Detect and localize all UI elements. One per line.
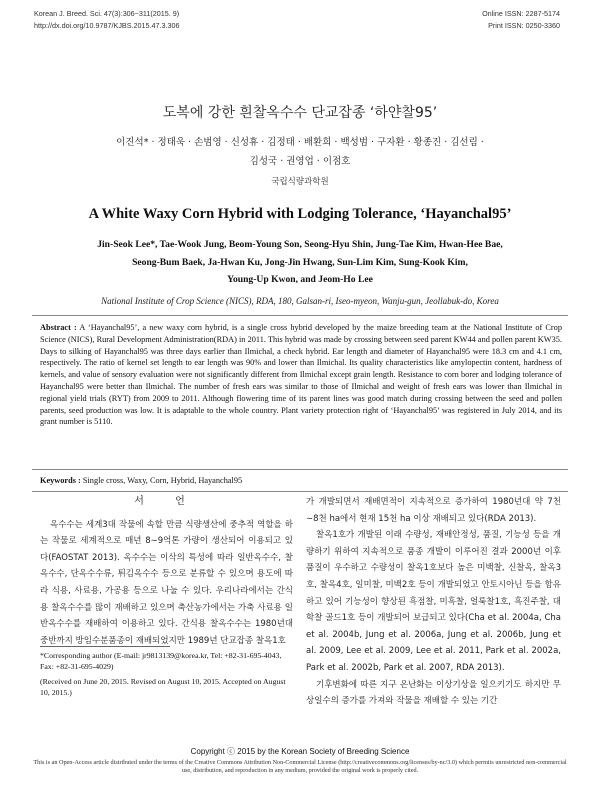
keywords-text: Single cross, Waxy, Corn, Hybrid, Hayanchal95: [82, 476, 243, 485]
english-authors: [40, 236, 560, 289]
received-dates: (Received on June 20, 2015. Revised on August 10, 2015. Accepted on August 10, 2015.): [40, 677, 286, 697]
journal-header-left: [34, 8, 179, 32]
intro-paragraph-1: 옥수수는 세계3대 작물에 속할 만큼 식량생산에 중추적 역할을 하는 작물로 세계적으로 매년 8∼9억톤 가량이 생산되어 이용되고 있다(FAOSTAT 2013). 옥수수는 이삭의 특성에 따라 일반옥수수, 찰옥수수, 단옥수수류, 튀김옥수수 등으로 분류할 수 있으며 용도에 따라 식용, 사료용, 가공용 등으로 나눌 수 있다. 우리나라에서는 간식용 찰옥수수를 많이 재배하고 있으며 축산농가에서는 가축 사료용 일반옥수수를 재배하여 이용하고 있다. 간식용 찰옥수수는 1980년대 중반까지 방임수분품종이 재배되었지만 1989년 단교잡종 찰옥1호: [40, 519, 293, 646]
copyright-notice: Copyright ⓒ 2015 by the Korean Society of Breeding Science: [190, 747, 410, 756]
footnote-rule: [40, 646, 170, 647]
abstract-text: A ‘Hayanchal95’, a new waxy corn hybrid, is a single cross hybrid developed by the maize breeding team at the National Institute of Crop Science (NICS), Rural Development Administration(RDA) in 2011. This hybrid was made by crossing between seed parent KW44 and pollen parent KW35. Days to silking of Hayanchal95 was three days earlier than Ilmichal, a check hybrid. Ear length and diameter of Hayanchal95 were 18.3 cm and 4.1 cm, respectively. The ratio of kernel set length to ear length was 90% and lower than Ilmichal. Its quality characteristics like amylopectin content, hardness of kernels, and value of sensory evaluation were not significantly different from Ilmichal except grain length. Resistance to corn borer and lodging tolerance of Hayanchal95 were better than Ilmichal. The number of fresh ears was similar to those of Ilmichal and weight of fresh ears was lower than Ilmichal in regional yield trials (RYT) from 2009 to 2011. Although flowering time of its parent lines was good match during crossing between the seed and pollen parents, seed production was low. It is adaptable to the whole country. Plant variety protection right of ‘Hayanchal95’ was registered in July 2014, and its grant number is 5110.: [40, 323, 562, 427]
abstract-top-rule: [32, 315, 568, 316]
intro-paragraph-3: 찰옥1호가 개발된 이래 수량성, 재배안정성, 품질, 기능성 등을 개량하기 위하여 지속적으로 품종 개발이 이루어진 결과 2000년 이후 품질이 우수하고 수량성이 찰옥1호보다 높은 미백찰, 신찰옥, 찰옥3호, 찰옥4호, 일미찰, 미백2호 등이 개발되었고 안토시아닌 등을 함유하고 있어 기능성이 향상된 흑점찰, 미흑찰, 얼룩찰1호, 흑진주찰, 대학찰 골드1호 등이 개발되어 보급되고 있다(Cha et al. 2004a, Cha et al. 2004b, Jung et al. 2006a, Jung et al. 2006b, Jung et al. 2009, Lee et al. 2009, Lee et al. 2011, Park et al. 2002a, Park et al. 2002b, Park et al. 2007, RDA 2013).: [306, 530, 561, 673]
intro-paragraph-2: 가 개발되면서 재배면적이 지속적으로 증가하여 1980년대 약 7천∼8천 ha에서 현재 15천 ha 이상 재배되고 있다(RDA 2013).: [306, 497, 561, 524]
intro-paragraph-4: 기후변화에 따른 지구 온난화는 이상기상을 일으키기도 하지만 무상일수의 증가를 가져와 작물을 재배할 수 있는 기간: [306, 679, 561, 707]
english-authors-line3: Young-Up Kwon, and Jeom-Ho Lee: [227, 274, 373, 285]
journal-header-right: [482, 8, 560, 32]
section-title-introduction: 서 언: [134, 496, 199, 507]
korean-title: 도복에 강한 흰찰옥수수 단교잡종 ‘하얀찰95’: [162, 105, 438, 121]
korean-authors: [40, 133, 560, 171]
print-issn: Print ISSN: 0250-3360: [488, 21, 560, 30]
korean-authors-line1: 이진석* · 정태욱 · 손범영 · 신성휴 · 김정태 · 배환희 · 백성범 · 구자환 · 황종진 · 김선림 ·: [116, 137, 484, 148]
online-issn: Online ISSN: 2287-5174: [482, 9, 560, 18]
abstract-label: Abstract :: [40, 323, 77, 332]
english-authors-line2: Seong-Bum Baek, Ja-Hwan Ku, Jong-Jin Hwang, Sun-Lim Kim, Sung-Kook Kim,: [132, 256, 468, 268]
korean-affiliation: 국립식량과학원: [271, 177, 329, 187]
left-column: [40, 494, 293, 649]
english-affiliation: National Institute of Crop Science (NICS), RDA, 180, Galsan-ri, Iseo-myeon, Wanju-gun, Jeollabuk-do, Korea: [101, 296, 499, 306]
right-column: [306, 494, 561, 710]
english-title: A White Waxy Corn Hybrid with Lodging Tolerance, ‘Hayanchal95’: [88, 206, 512, 222]
keywords: [40, 476, 562, 485]
abstract-bottom-rule: [32, 491, 568, 492]
keywords-top-rule: [32, 469, 568, 470]
english-authors-line1: Jin-Seok Lee*, Tae-Wook Jung, Beom-Young Son, Seong-Hyu Shin, Jung-Tae Kim, Hwan-Hee Bae,: [97, 239, 503, 250]
abstract: [40, 322, 562, 428]
license-notice: This is an Open-Access article distributed under the terms of the Creative Commons Attribution Non-Commercial License (http://creativecommons.org/licenses/by-nc/3.0) which permits unrestricted non-commercial use, distribution, and reproduction in any medium, provided the original work is properly cited.: [33, 759, 567, 774]
journal-reference: Korean J. Breed. Sci. 47(3):306~311(2015. 9): [34, 9, 180, 18]
footnote: [40, 650, 293, 702]
corresponding-author: *Corresponding author (E-mail: jr9813139@korea.kr, Tel: +82-31-695-4043, Fax: +82-31-695-4029): [40, 651, 282, 671]
korean-authors-line2: 김성국 · 권영업 · 이점호: [249, 156, 351, 167]
keywords-label: Keywords :: [40, 476, 81, 485]
doi-link[interactable]: http://dx.doi.org/10.9787/KJBS.2015.47.3.306: [34, 21, 180, 30]
